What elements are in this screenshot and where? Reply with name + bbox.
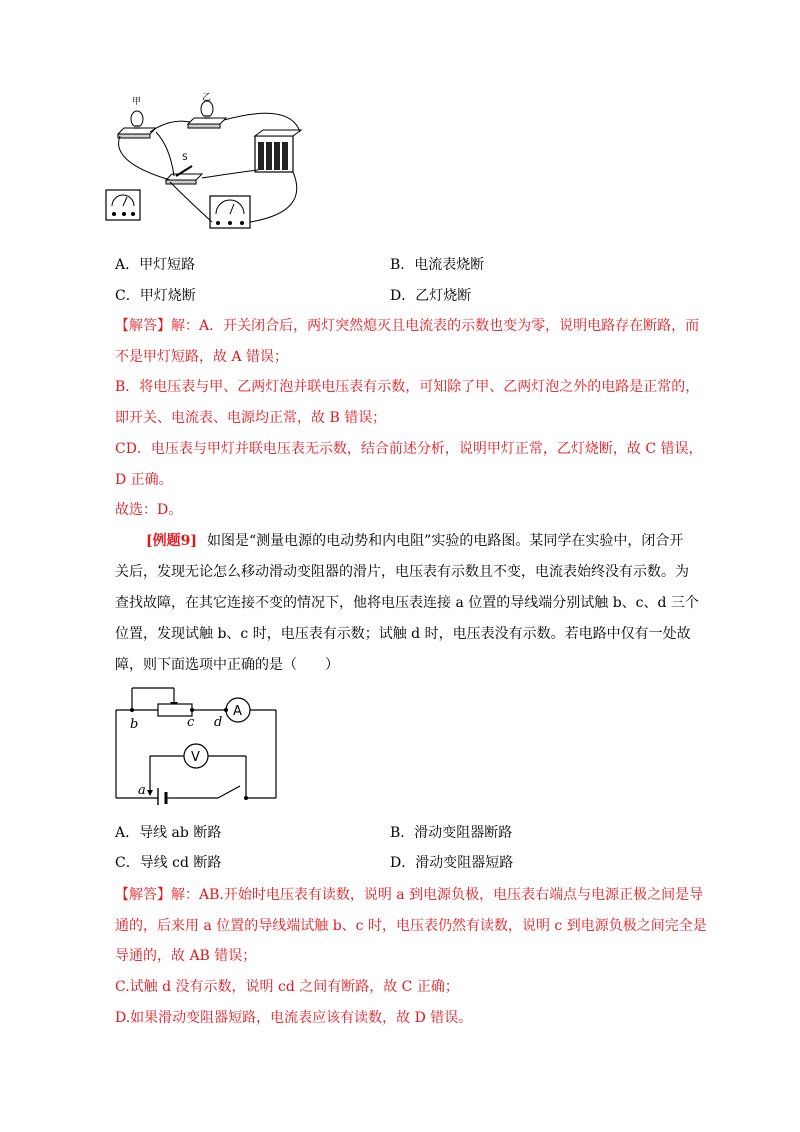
q8-answer-line-1: 【解答】解：A．开关闭合后，两灯突然熄灭且电流表的示数也变为零，说明电路存在断路，而 [115,318,700,334]
battery-symbol [158,788,172,805]
label-s: S [182,153,188,163]
q9-answer-line-1: 【解答】解：AB.开始时电压表有读数，说明 a 到电源负极，电压表右端点与电源正极之间是导 [115,887,704,903]
ammeter-label: A [233,704,242,719]
label-d: d [214,715,223,730]
label-jia: 甲 [132,97,142,107]
q9-stem-line-3: 查找故障，在其它连接不变的情况下，他将电压表连接 a 位置的导线端分别试触 b、c、d 三个 [115,595,699,611]
q8-option-c: C．甲灯烧断 [115,288,196,304]
battery-pack [255,130,301,172]
q8-answer-line-2: 不是甲灯短路，故 A 错误； [115,349,289,365]
label-b: b [130,717,139,732]
q9-answer-line-5: D.如果滑动变阻器短路，电流表应该有读数，故 D 错误。 [115,1010,473,1026]
voltmeter-label: V [191,750,200,765]
label-yi: 乙 [202,93,212,103]
q9-answer-line-4: C.试触 d 没有示数，说明 cd 之间有断路，故 C 正确； [115,979,459,995]
q9-option-d: D．滑动变阻器短路 [390,855,514,871]
switch-s [166,166,202,184]
lamp-jia [118,111,156,138]
label-a: a [138,783,146,798]
q8-answer-line-3: B．将电压表与甲、乙两灯泡并联电压表有示数，可知除了甲、乙两灯泡之外的电路是正常的， [115,379,700,395]
q9-option-b: B．滑动变阻器断路 [390,825,513,841]
voltmeter-device [106,190,140,220]
q8-option-b: B．电流表烧断 [390,257,485,273]
q9-stem-line-5: 障，则下面选项中正确的是（ ） [115,657,339,673]
q8-option-d: D．乙灯烧断 [390,288,472,304]
q9-answer-line-2: 通的，后来用 a 位置的导线端试触 b、c 时，电压表仍然有读数，说明 c 到电源负极之间完全是 [115,918,707,934]
q8-answer-line-6: D 正确。 [115,472,173,488]
q9-stem-line-4: 位置，发现试触 b、c 时，电压表有示数；试触 d 时，电压表没有示数。若电路中仅有一处故 [115,626,691,642]
q9-stem-text-1: 如图是“测量电源的电动势和内电阻”实验的电路图。某同学在实验中，闭合开 [207,533,684,549]
q8-option-a: A．甲灯短路 [115,257,196,273]
q9-stem-line-1 [146,531,683,551]
q8-answer-line-5: CD．电压表与甲灯并联电压表无示数，结合前述分析，说明甲灯正常，乙灯烧断，故 C 错误， [115,441,703,457]
q8-answer-line-7: 故选：D。 [115,502,183,518]
q8-answer-line-4: 即开关、电流表、电源均正常，故 B 错误； [115,410,387,426]
q9-tag: [例题9] [146,533,197,549]
q9-answer-line-3: 导通的，故 AB 错误； [115,948,257,964]
lamp-yi [188,101,226,128]
q9-option-c: C．导线 cd 断路 [115,855,222,871]
label-c: c [187,715,195,730]
q9-option-a: A．导线 ab 断路 [115,825,222,841]
circuit-illustration [100,92,310,242]
circuit-schematic [108,680,288,805]
ammeter-device [210,196,250,228]
q9-stem-line-2: 关后，发现无论怎么移动滑动变阻器的滑片，电压表有示数且不变，电流表始终没有示数。为 [115,564,689,580]
